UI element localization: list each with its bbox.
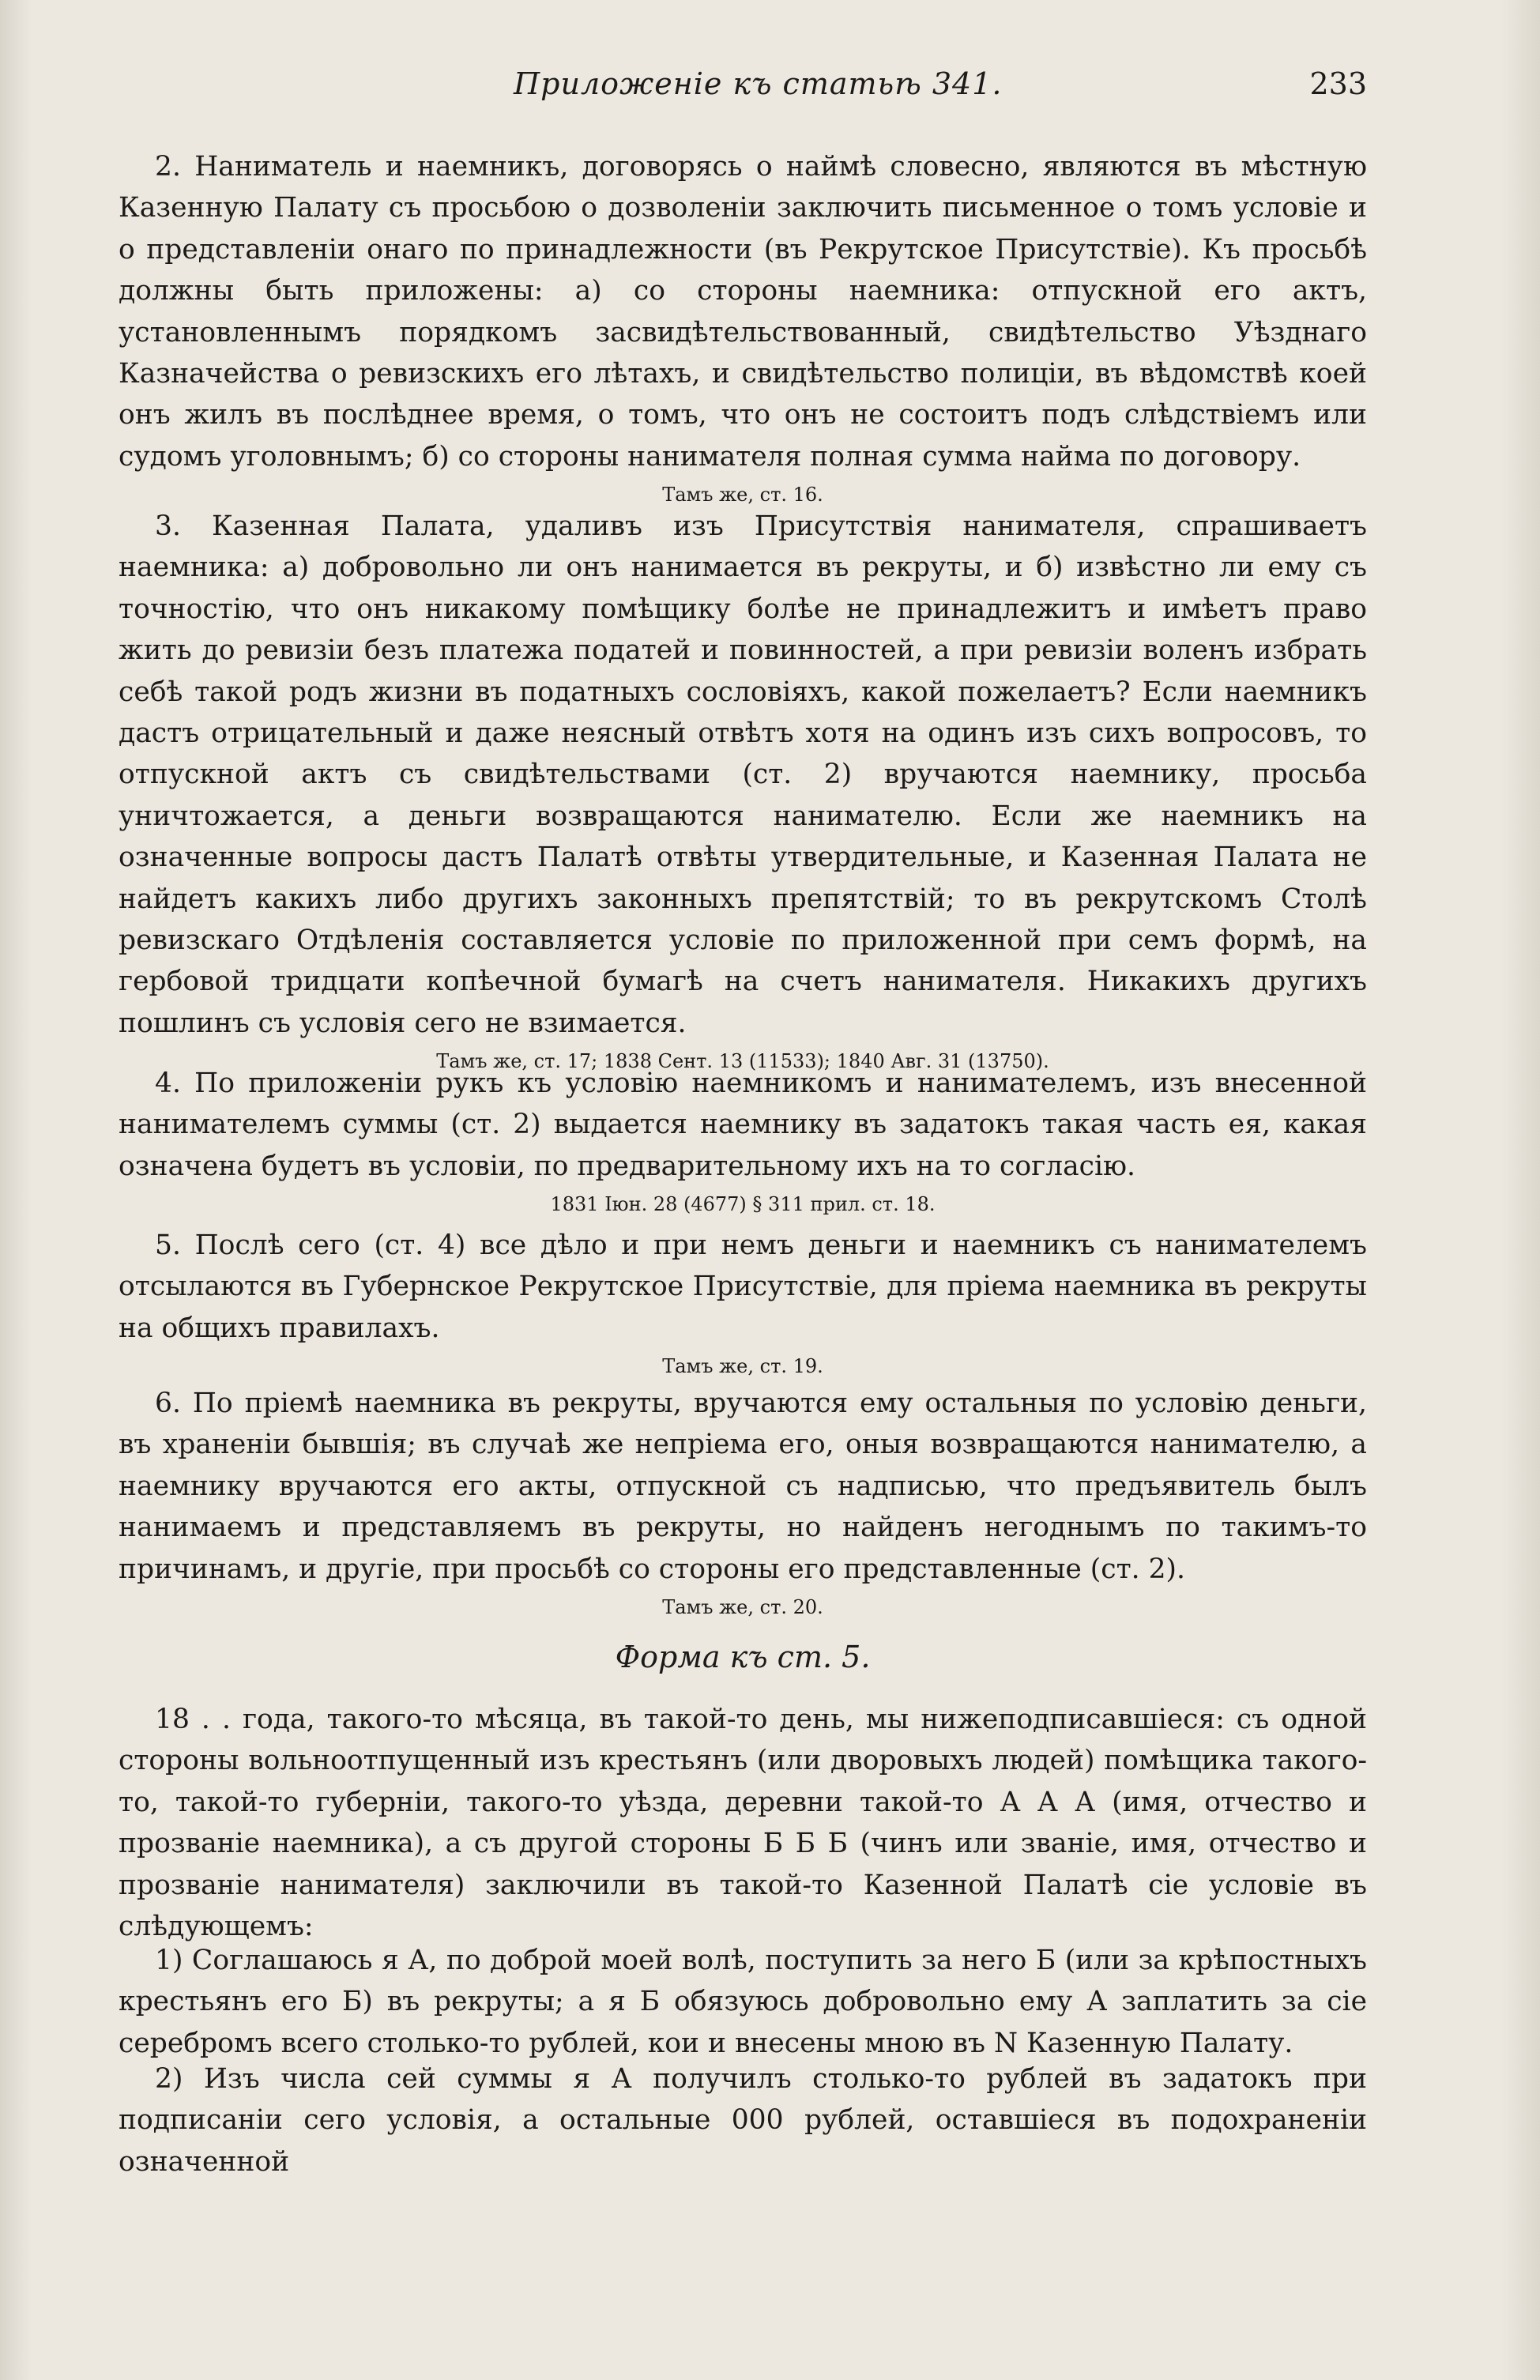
form-paragraph-3-text: 2) Изъ числа сей суммы я А получилъ столько-то рублей въ задатокъ при подписаніи сего условія, а остальные 000 рублей, оставшіеся въ подохраненіи означенной <box>119 2063 1367 2178</box>
form-section <box>119 1640 1367 1674</box>
running-title: Приложеніе къ статьѣ 341. <box>514 66 1003 101</box>
form-paragraph-2-text: 1) Соглашаюсь я А, по доброй моей волѣ, поступить за него Б (или за крѣпостныхъ крестьянъ его Б) въ рекруты; а я Б обязуюсь добровольно ему А заплатить за сіе серебромъ всего столько-то рублей, кои и внесены мною въ N Казенную Палату. <box>119 1945 1367 2059</box>
article-5-reference: Тамъ же, ст. 19. <box>662 1355 823 1378</box>
form-paragraph-1-text: 18 . . года, такого-то мѣсяца, въ такой-то день, мы нижеподписавшіеся: съ одной стороны вольноотпущенный изъ крестьянъ (или дворовыхъ людей) помѣщика такого-то, такой-то губерніи, такого-то уѣзда, деревни такой-то А А А (имя, отчество и прозваніе наемника), а съ другой стороны Б Б Б (чинъ или званіе, имя, отчество и прозваніе нанимателя) заключили въ такой-то Казенной Палатѣ сіе условіе въ слѣдующемъ: <box>119 1704 1367 1943</box>
article-4-reference: 1831 Іюн. 28 (4677) § 311 прил. ст. 18. <box>550 1193 936 1216</box>
article-2-reference: Тамъ же, ст. 16. <box>662 484 823 507</box>
article-6-reference: Тамъ же, ст. 20. <box>662 1596 823 1619</box>
article-5 <box>119 1225 1367 1384</box>
form-title: Форма къ ст. 5. <box>615 1640 871 1674</box>
article-2-text: 2. Наниматель и наемникъ, договорясь о наймѣ словесно, являются въ мѣстную Казенную Палату съ просьбою о дозволеніи заключить письменное о томъ условіе и о представленіи онаго по принадлежности (въ Рекрутское Присутствіе). Къ просьбѣ должны быть приложены: а) со стороны наемника: отпускной его актъ, установленнымъ порядкомъ засвидѣтельствованный, свидѣтельство Уѣзднаго Казначейства о ревизскихъ его лѣтахъ, и свидѣтельство полиціи, въ вѣдомствѣ коей онъ жилъ въ послѣднее время, о томъ, что онъ не состоитъ подъ слѣдствіемъ или судомъ уголовнымъ; б) со стороны нанимателя полная сумма найма по договору. <box>119 151 1367 473</box>
form-paragraph-3 <box>119 2058 1367 2182</box>
form-paragraph-1 <box>119 1699 1367 1947</box>
article-4-text: 4. По приложеніи рукъ къ условію наемникомъ и нанимателемъ, изъ внесенной нанимателемъ суммы (ст. 2) выдается наемнику въ задатокъ такая часть ея, какая означена будетъ въ условіи, по предварительному ихъ на то согласію. <box>119 1068 1367 1182</box>
article-6-text: 6. По пріемѣ наемника въ рекруты, вручаются ему остальныя по условію деньги, въ храненіи бывшія; въ случаѣ же непріема его, оныя возвращаются нанимателю, а наемнику вручаются его акты, отпускной съ надписью, что предъявитель былъ нанимаемъ и представляемъ въ рекруты, но найденъ негоднымъ по такимъ-то причинамъ, и другіе, при просьбѣ со стороны его представленные (ст. 2). <box>119 1388 1367 1585</box>
article-6 <box>119 1383 1367 1625</box>
form-paragraph-2 <box>119 1940 1367 2064</box>
page-number: 233 <box>1309 66 1367 101</box>
article-4 <box>119 1063 1367 1222</box>
page-header <box>119 66 1367 114</box>
article-2 <box>119 146 1367 512</box>
article-3-text: 3. Казенная Палата, удаливъ изъ Присутствія нанимателя, спрашиваетъ наемника: а) добровольно ли онъ нанимается въ рекруты, и б) извѣстно ли ему съ точностію, что онъ никакому помѣщику болѣе не принадлежитъ и имѣетъ право жить до ревизіи безъ платежа податей и повинностей, а при ревизіи воленъ избрать себѣ такой родъ жизни въ податныхъ сословіяхъ, какой пожелаетъ? Если наемникъ дастъ отрицательный и даже неясный отвѣтъ хотя на одинъ изъ сихъ вопросовъ, то отпускной актъ съ свидѣтельствами (ст. 2) вручаются наемнику, просьба уничтожается, а деньги возвращаются нанимателю. Если же наемникъ на означенные вопросы дастъ Палатѣ отвѣты утвердительные, и Казенная Палата не найдетъ какихъ либо другихъ законныхъ препятствій; то въ рекрутскомъ Столѣ ревизскаго Отдѣленія составляется условіе по приложенной при семъ формѣ, на гербовой тридцати копѣечной бумагѣ на счетъ нанимателя. Никакихъ другихъ пошлинъ съ условія сего не взимается. <box>119 510 1367 1039</box>
article-3-reference: Тамъ же, ст. 17; 1838 Сент. 13 (11533); 1840 Авг. 31 (13750). <box>436 1050 1049 1073</box>
article-3 <box>119 506 1367 1079</box>
article-5-text: 5. Послѣ сего (ст. 4) все дѣло и при немъ деньги и наемникъ съ нанимателемъ отсылаются въ Губернское Рекрутское Присутствіе, для пріема наемника въ рекруты на общихъ правилахъ. <box>119 1230 1367 1344</box>
